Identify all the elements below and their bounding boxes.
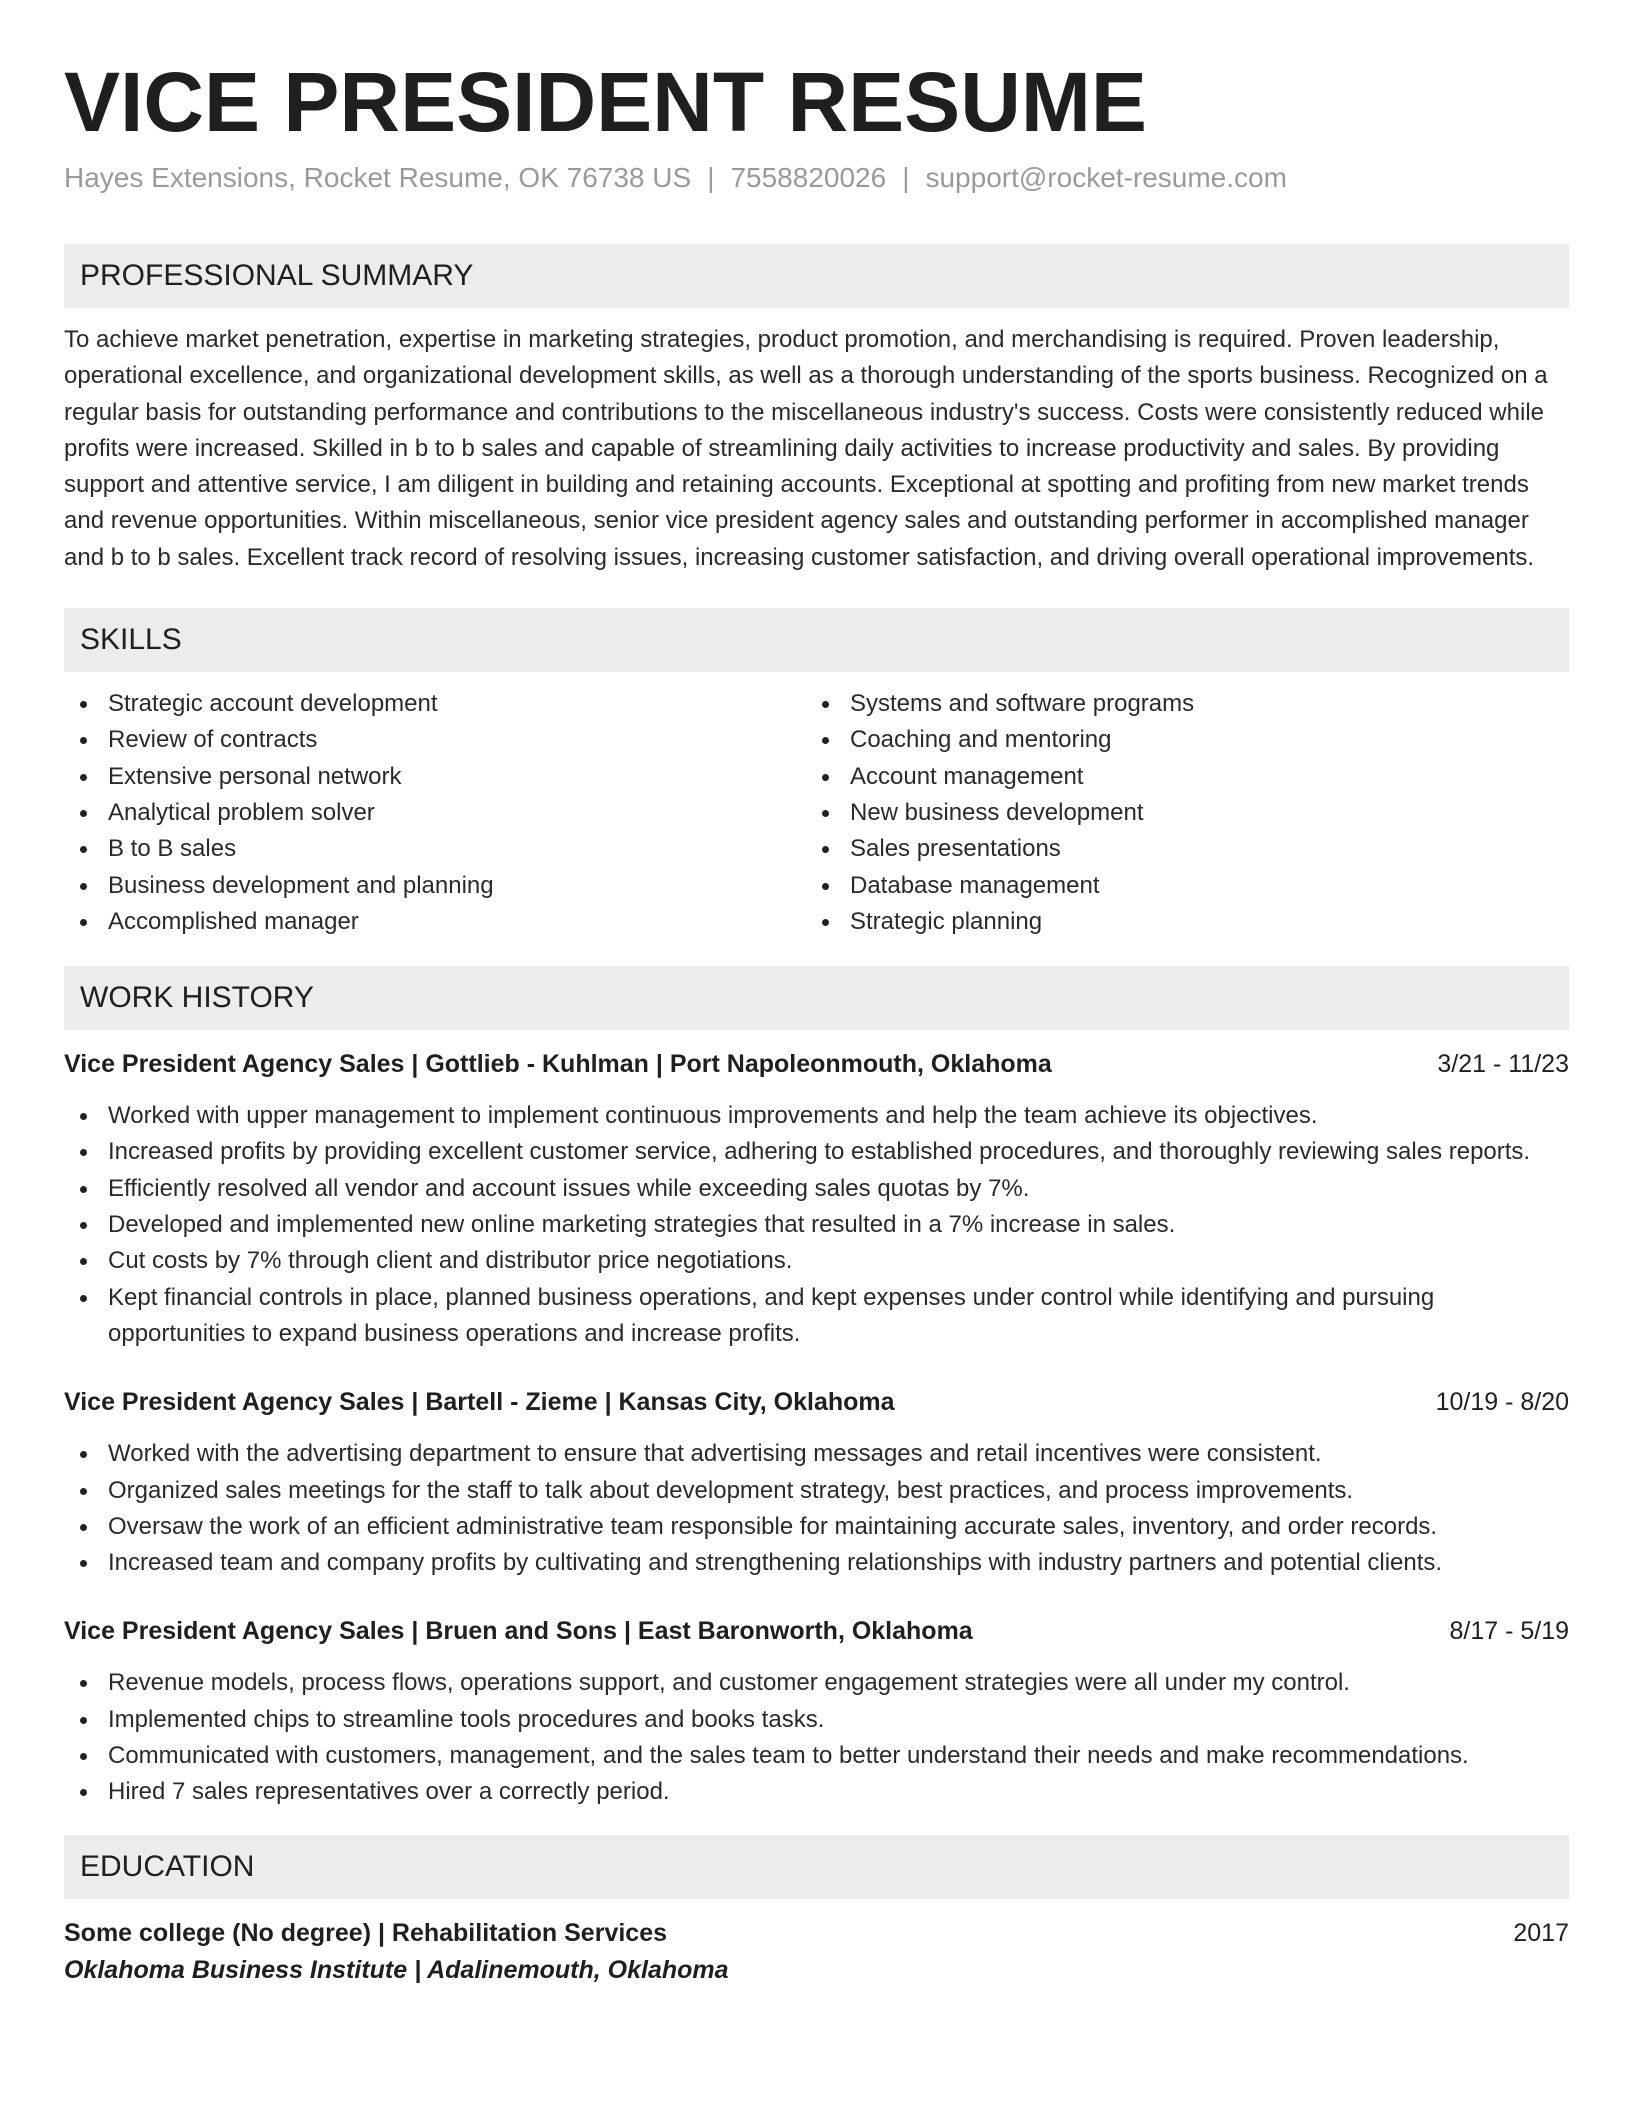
skills-list: [64, 686, 1569, 940]
education-school: Oklahoma Business Institute | Adalinemouth, Oklahoma: [64, 1955, 729, 1984]
job-entry: [64, 1384, 1569, 1581]
job-bullet: Worked with upper management to implement continuous improvements and help the team achieve its objectives.: [64, 1098, 1569, 1134]
job-entry: [64, 1046, 1569, 1352]
job-entry: [64, 1613, 1569, 1810]
job-bullet: Communicated with customers, management, and the sales team to better understand their needs and make recommendations.: [64, 1738, 1569, 1774]
education-degree: Some college (No degree) | Rehabilitation Services: [64, 1918, 668, 1947]
job-bullets: [64, 1665, 1569, 1810]
section-header-education: EDUCATION: [64, 1835, 1569, 1899]
skill-item: Account management: [806, 759, 1548, 795]
skill-item: B to B sales: [64, 831, 806, 867]
skill-item: Accomplished manager: [64, 904, 806, 940]
education-header: [64, 1915, 1569, 1951]
job-bullet: Organized sales meetings for the staff to talk about development strategy, best practices, and process improvements.: [64, 1473, 1569, 1509]
skill-item: Strategic planning: [806, 904, 1548, 940]
skill-item: Business development and planning: [64, 868, 806, 904]
education-year: 2017: [1513, 1918, 1569, 1947]
job-header: [64, 1046, 1569, 1082]
job-bullet: Cut costs by 7% through client and distributor price negotiations.: [64, 1243, 1569, 1279]
job-bullet: Worked with the advertising department to ensure that advertising messages and retail incentives were consistent.: [64, 1436, 1569, 1472]
resume-page: [64, 0, 1569, 1989]
skill-item: Review of contracts: [64, 722, 806, 758]
resume-title: VICE PRESIDENT RESUME: [64, 55, 1147, 149]
job-bullet: Oversaw the work of an efficient administrative team responsible for maintaining accurate sales, inventory, and order records.: [64, 1509, 1569, 1545]
contact-separator: |: [707, 162, 715, 193]
skill-item: Sales presentations: [806, 831, 1548, 867]
job-bullet: Revenue models, process flows, operations support, and customer engagement strategies were all under my control.: [64, 1665, 1569, 1701]
address: Hayes Extensions, Rocket Resume, OK 76738 US: [64, 162, 692, 193]
job-bullet: Efficiently resolved all vendor and account issues while exceeding sales quotas by 7%.: [64, 1171, 1569, 1207]
section-header-summary: PROFESSIONAL SUMMARY: [64, 244, 1569, 308]
job-bullet: Developed and implemented new online marketing strategies that resulted in a 7% increase in sales.: [64, 1207, 1569, 1243]
job-bullet: Kept financial controls in place, planned business operations, and kept expenses under control while identifying and pursuing opportunities to expand business operations and increase profits.: [64, 1280, 1569, 1353]
summary-text: To achieve market penetration, expertise in marketing strategies, product promotion, and merchandising is required. Proven leadership, operational excellence, and organizational development skills, as well as a thorough understanding of the sports business. Recognized on a regular basis for outstanding performance and contributions to the miscellaneous industry's success. Costs were consistently reduced while profits were increased. Skilled in b to b sales and capable of streamlining daily activities to increase productivity and sales. By providing support and attentive service, I am diligent in building and retaining accounts. Exceptional at spotting and profiting from new market trends and revenue opportunities. Within miscellaneous, senior vice president agency sales and outstanding performer in accomplished manager and b to b sales. Excellent track record of resolving issues, increasing customer satisfaction, and driving overall operational improvements.: [64, 326, 1548, 571]
job-bullet: Increased team and company profits by cultivating and strengthening relationships with industry partners and potential clients.: [64, 1545, 1569, 1581]
skill-item: Systems and software programs: [806, 686, 1548, 722]
skill-item: Database management: [806, 868, 1548, 904]
phone: 7558820026: [730, 162, 887, 193]
skill-item: New business development: [806, 795, 1548, 831]
job-bullet: Hired 7 sales representatives over a correctly period.: [64, 1774, 1569, 1810]
skill-item: Coaching and mentoring: [806, 722, 1548, 758]
job-dates: 10/19 - 8/20: [1435, 1388, 1569, 1417]
skill-item: Extensive personal network: [64, 759, 806, 795]
job-header: [64, 1384, 1569, 1420]
job-title: Vice President Agency Sales | Gottlieb - Kuhlman | Port Napoleonmouth, Oklahoma: [64, 1050, 1052, 1079]
section-header-skills: SKILLS: [64, 608, 1569, 672]
job-dates: 8/17 - 5/19: [1449, 1617, 1569, 1646]
skills-column-left: [64, 686, 806, 940]
job-title: Vice President Agency Sales | Bruen and Sons | East Baronworth, Oklahoma: [64, 1617, 973, 1646]
skill-item: Strategic account development: [64, 686, 806, 722]
contact-separator: |: [902, 162, 910, 193]
job-bullets: [64, 1098, 1569, 1352]
job-dates: 3/21 - 11/23: [1437, 1050, 1569, 1079]
email: support@rocket-resume.com: [925, 162, 1287, 193]
job-header: [64, 1613, 1569, 1649]
section-header-work: WORK HISTORY: [64, 966, 1569, 1030]
job-title: Vice President Agency Sales | Bartell - Zieme | Kansas City, Oklahoma: [64, 1388, 895, 1417]
skill-item: Analytical problem solver: [64, 795, 806, 831]
job-bullet: Implemented chips to streamline tools procedures and books tasks.: [64, 1702, 1569, 1738]
job-bullet: Increased profits by providing excellent customer service, adhering to established procedures, and thoroughly reviewing sales reports.: [64, 1134, 1569, 1170]
job-bullets: [64, 1436, 1569, 1581]
skills-column-right: [806, 686, 1548, 940]
contact-line: [64, 160, 1569, 196]
